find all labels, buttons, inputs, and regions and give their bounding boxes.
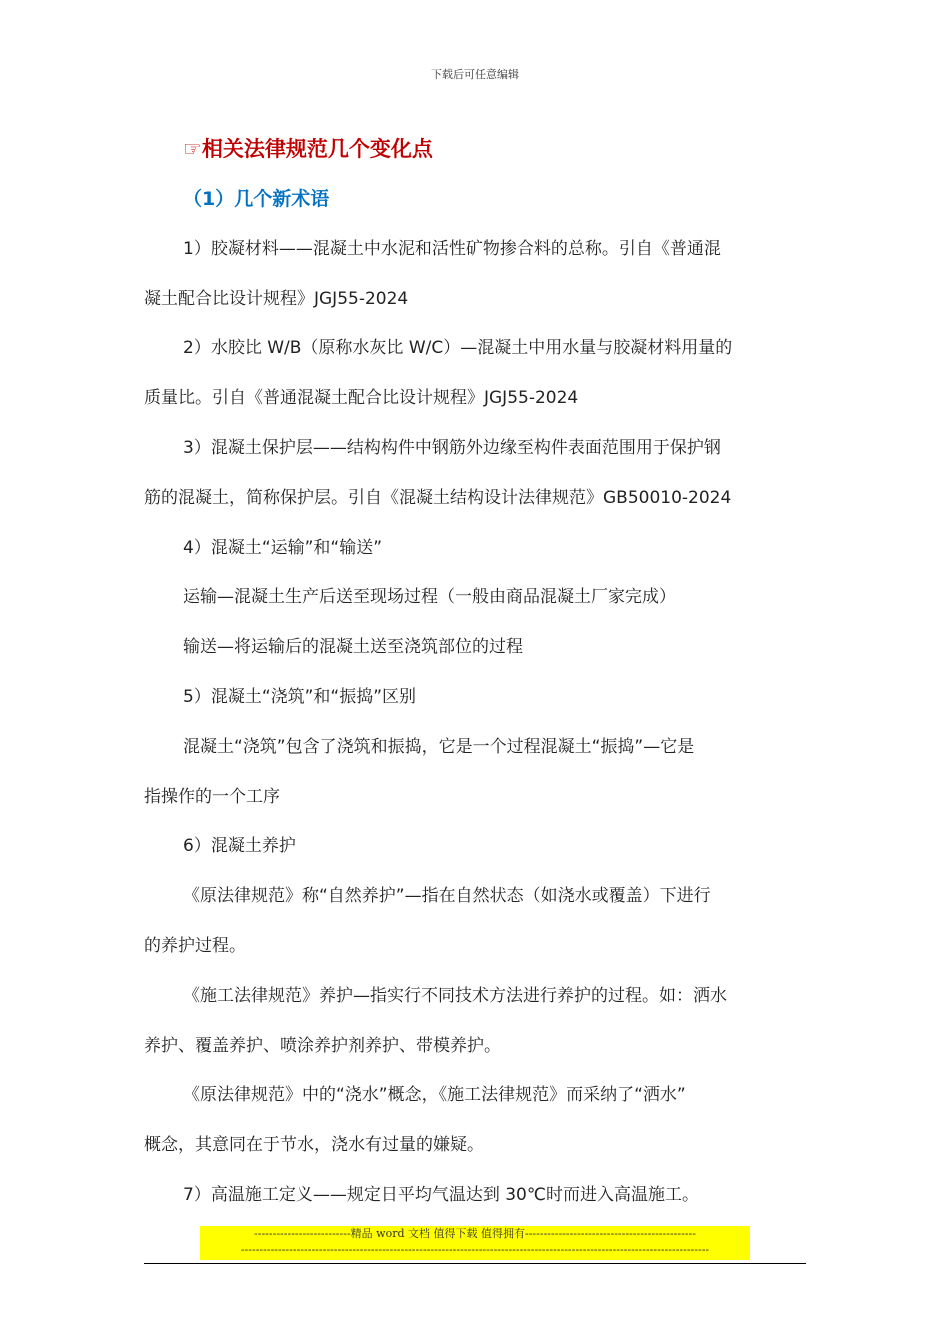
page-header: 下载后可任意编辑: [431, 68, 519, 81]
footer-banner: [200, 1226, 750, 1260]
paragraph-line: 凝土配合比设计规程》JGJ55-2024: [144, 289, 409, 309]
paragraph-line: 输送—将运输后的混凝土送至浇筑部位的过程: [183, 637, 523, 657]
paragraph-line: 指操作的一个工序: [144, 787, 280, 807]
paragraph-line: 5）混凝土“浇筑”和“振捣”区别: [183, 687, 417, 707]
section-title: ☞相关法律规范几个变化点: [183, 137, 433, 161]
paragraph-line: 质量比。引自《普通混凝土配合比设计规程》JGJ55-2024: [144, 388, 579, 408]
footer-banner-line: --------------------------精品 word 文档 值得下载 值得拥有----------------------------------------------: [254, 1227, 696, 1240]
paragraph-line: 4）混凝土“运输”和“输送”: [183, 538, 383, 558]
paragraph-line: 的养护过程。: [144, 936, 246, 956]
paragraph-line: 《原法律规范》中的“浇水”概念，《施工法律规范》而采纳了“洒水”: [183, 1085, 686, 1105]
paragraph-line: 概念，其意同在于节水，浇水有过量的嫌疑。: [144, 1135, 484, 1155]
paragraph-line: 养护、覆盖养护、喷涂养护剂养护、带模养护。: [144, 1036, 501, 1056]
paragraph-line: 6）混凝土养护: [183, 836, 296, 856]
footer-divider: [144, 1263, 806, 1264]
paragraph-line: 《施工法律规范》养护—指实行不同技术方法进行养护的过程。如：洒水: [183, 986, 727, 1006]
subsection-title: （1）几个新术语: [183, 188, 330, 210]
paragraph-line: 运输—混凝土生产后送至现场过程（一般由商品混凝土厂家完成）: [183, 587, 676, 607]
paragraph-line: 2）水胶比 W/B（原称水灰比 W/C）—混凝土中用水量与胶凝材料用量的: [183, 338, 733, 358]
paragraph-line: 混凝土“浇筑”包含了浇筑和振捣，它是一个过程混凝土“振捣”—它是: [183, 737, 695, 757]
paragraph-line: 筋的混凝土，简称保护层。引自《混凝土结构设计法律规范》GB50010-2024: [144, 488, 732, 508]
paragraph-line: 7）高温施工定义——规定日平均气温达到 30℃时而进入高温施工。: [183, 1185, 699, 1205]
paragraph-line: 《原法律规范》称“自然养护”—指在自然状态（如浇水或覆盖）下进行: [183, 886, 711, 906]
paragraph-line: 3）混凝土保护层——结构构件中钢筋外边缘至构件表面范围用于保护钢: [183, 438, 721, 458]
footer-banner-line: ------------------------------------------------------------------------------------------------------------------------------: [240, 1243, 710, 1256]
paragraph-line: 1）胶凝材料——混凝土中水泥和活性矿物掺合料的总称。引自《普通混: [183, 239, 721, 259]
